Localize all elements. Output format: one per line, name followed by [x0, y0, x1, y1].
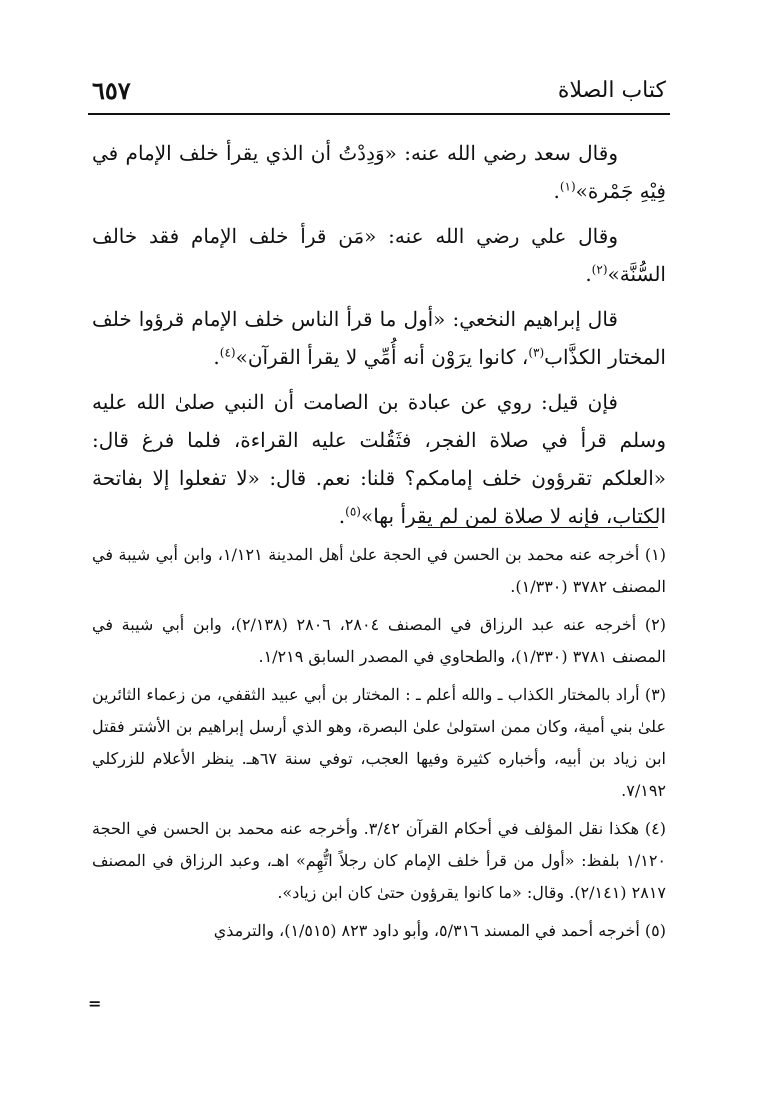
footnote-item: (٣) أراد بالمختار الكذاب ـ والله أعلم ـ : المختار بن أبي عبيد الثقفي، من زعماء الثائرين علىٰ بني أمية، وكان ممن استولىٰ علىٰ البصرة، وهو الذي أرسل إبراهيم بن الأشتر فقتل ابن زياد بن أبيه، وأخباره كثيرة وفيها العجب، توفي سنة ٦٧هـ. ينظر الأعلام للزركلي ٧/١٩٢. — [92, 685, 666, 800]
footnote-separator — [418, 527, 658, 528]
paragraph-ali: وقال علي رضي الله عنه: «مَن قرأ خلف الإمام فقد خالف السُّنَّة»$^{(٢)}$. — [92, 224, 666, 286]
footnotes — [92, 539, 666, 953]
footnote-item: (١) أخرجه عنه محمد بن الحسن في الحجة علىٰ أهل المدينة ١/١٢١، وابن أبي شيبة في المصنف ٣٧٨٢ (١/٣٣٠). — [92, 545, 666, 596]
footnote-ref: (٤) — [219, 345, 236, 360]
paragraph-saad: وقال سعد رضي الله عنه: «وَدِدْتُ أن الذي يقرأ خلف الإمام في فِيْهِ جَمْرة»$^{(١)}$. — [92, 141, 666, 203]
page-header — [92, 72, 666, 112]
chapter-title: كتاب الصلاة — [557, 78, 666, 103]
footnote-item: (٥) أخرجه أحمد في المسند ٥/٣١٦، وأبو داود ٨٢٣ (١/٥١٥)، والترمذي — [213, 921, 666, 940]
continuation-mark: = — [88, 994, 102, 1013]
main-text — [92, 134, 666, 542]
footnote-ref: (٣) — [528, 345, 545, 360]
footnote-ref: (٢) — [591, 262, 608, 277]
footnote-ref: (١) — [559, 179, 576, 194]
header-rule — [88, 113, 670, 115]
paragraph-nakhai: قال إبراهيم النخعي: «أول ما قرأ الناس خلف الإمام قرؤوا خلف المختار الكذَّاب$^{(٣)}$، كانوا يرَوْن أنه أُمِّي لا يقرأ القرآن»$^{(٤)}$. — [92, 307, 666, 369]
footnote-item: (٤) هكذا نقل المؤلف في أحكام القرآن ٣/٤٢. وأخرجه عنه محمد بن الحسن في الحجة ١/١٢٠ بلفظ: «أول من قرأ خلف الإمام كان رجلاً اتُّهِم» اهـ، وعبد الرزاق في المصنف ٢٨١٧ (٢/١٤١). وقال: «ما كانوا يقرؤون حتىٰ كان ابن زياد». — [92, 819, 666, 902]
paragraph-ubada: فإن قيل: روي عن عبادة بن الصامت أن النبي صلىٰ الله عليه وسلم قرأ في صلاة الفجر، فثَقُلت عليه القراءة، فلما فرغ قال: «العلكم تقرؤون خلف إمامكم؟ قلنا: نعم. قال: «لا تفعلوا إلا بفاتحة الكتاب، فإنه لا صلاة لمن لم يقرأ بها»$^{(٥)}$. — [92, 390, 666, 528]
footnote-ref: (٥) — [345, 504, 361, 519]
page-number: ٦٥٧ — [92, 76, 131, 105]
footnote-item: (٢) أخرجه عنه عبد الرزاق في المصنف ٢٨٠٤، ٢٨٠٦ (٢/١٣٨)، وابن أبي شيبة في المصنف ٣٧٨١ (١/٣٣٠)، والطحاوي في المصدر السابق ١/٢١٩. — [92, 615, 666, 666]
